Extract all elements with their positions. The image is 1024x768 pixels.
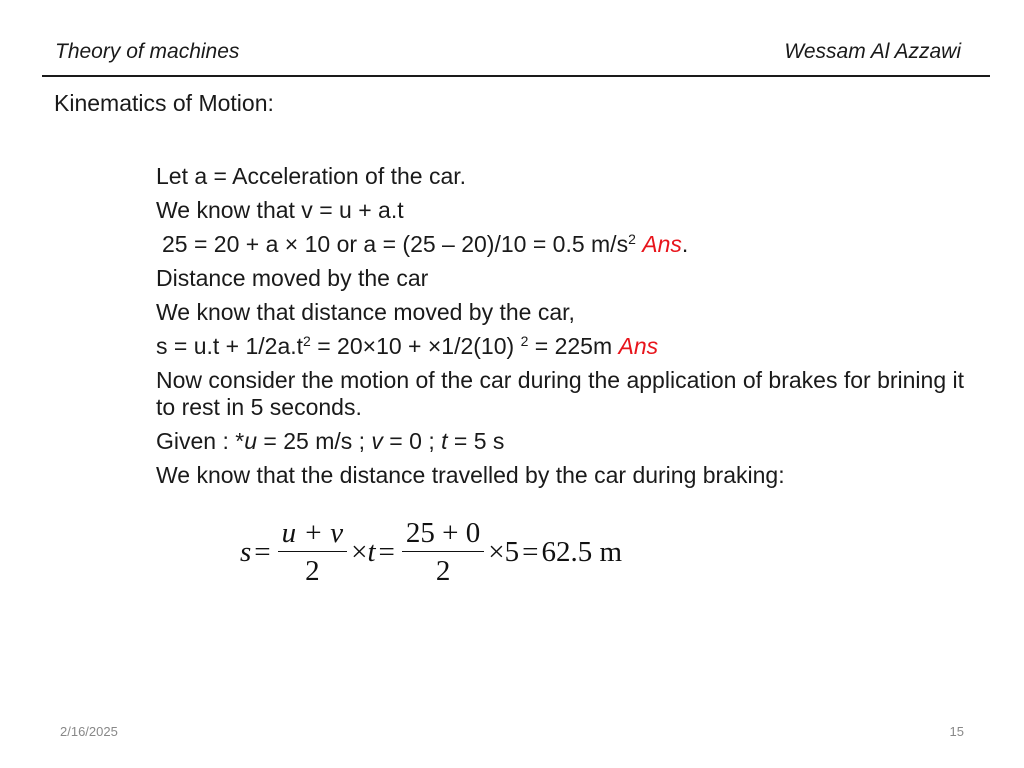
header-author: Wessam Al Azzawi (784, 40, 961, 63)
header-divider (42, 75, 990, 77)
formula-result: 62.5 m (541, 535, 623, 568)
line-distance-intro: We know that distance moved by the car, (156, 299, 575, 325)
given-v-value: = 0 ; (382, 428, 442, 454)
line-given-values (156, 424, 976, 458)
footer-page-number: 15 (949, 724, 964, 739)
fraction-u-plus-v (278, 517, 347, 588)
period: . (681, 231, 689, 257)
distance-calc-text-b: = 20×10 + ×1/2(10) (310, 333, 521, 359)
fraction-denominator: 2 (305, 554, 320, 587)
formula-equals: = (522, 535, 539, 568)
answer-marker: Ans (642, 231, 682, 257)
slide-subtitle: Kinematics of Motion: (54, 90, 274, 116)
formula-s: s (240, 535, 252, 568)
superscript-2: 2 (628, 231, 636, 247)
line-velocity-equation: We know that v = u + a.t (156, 197, 404, 223)
acceleration-calc-text: 25 = 20 + a × 10 or a = (25 – 20)/10 = 0.5 m/s (162, 231, 629, 257)
footer-date: 2/16/2025 (60, 724, 118, 739)
fraction-numerator: 25 + 0 (405, 516, 481, 549)
fraction-denominator: 2 (435, 554, 451, 587)
given-u-value: = 25 m/s ; (257, 428, 372, 454)
line-distance-heading: Distance moved by the car (156, 265, 429, 291)
header-course-title: Theory of machines (55, 40, 240, 63)
braking-distance-formula (240, 512, 622, 592)
formula-equals: = (378, 535, 395, 568)
formula-t: t (367, 535, 376, 568)
given-t-value: = 5 s (447, 428, 505, 454)
superscript-2: 2 (520, 333, 529, 349)
formula-times: × (351, 535, 368, 568)
formula-times-5: ×5 (488, 535, 520, 568)
line-distance-calc (156, 329, 976, 363)
distance-calc-text-a: s = u.t + 1/2a.t (156, 333, 304, 359)
formula-equals: = (254, 535, 271, 568)
fraction-numerator: u + v (281, 516, 344, 549)
fraction-25-plus-0 (402, 517, 484, 588)
line-braking-intro: Now consider the motion of the car during the application of brakes for brining it to rest in 5 seconds. (156, 367, 964, 420)
line-acceleration-calc (156, 227, 976, 261)
superscript-2: 2 (303, 333, 311, 349)
given-label: Given : * (156, 428, 245, 454)
answer-marker: Ans (618, 333, 659, 359)
slide-body (156, 159, 976, 492)
distance-calc-text-c: = 225m (528, 333, 619, 359)
var-t: t (441, 428, 448, 454)
line-acceleration-def: Let a = Acceleration of the car. (156, 163, 467, 189)
var-u: u (244, 428, 258, 454)
line-braking-distance-intro: We know that the distance travelled by the car during braking: (156, 462, 785, 488)
var-v: v (371, 428, 383, 454)
